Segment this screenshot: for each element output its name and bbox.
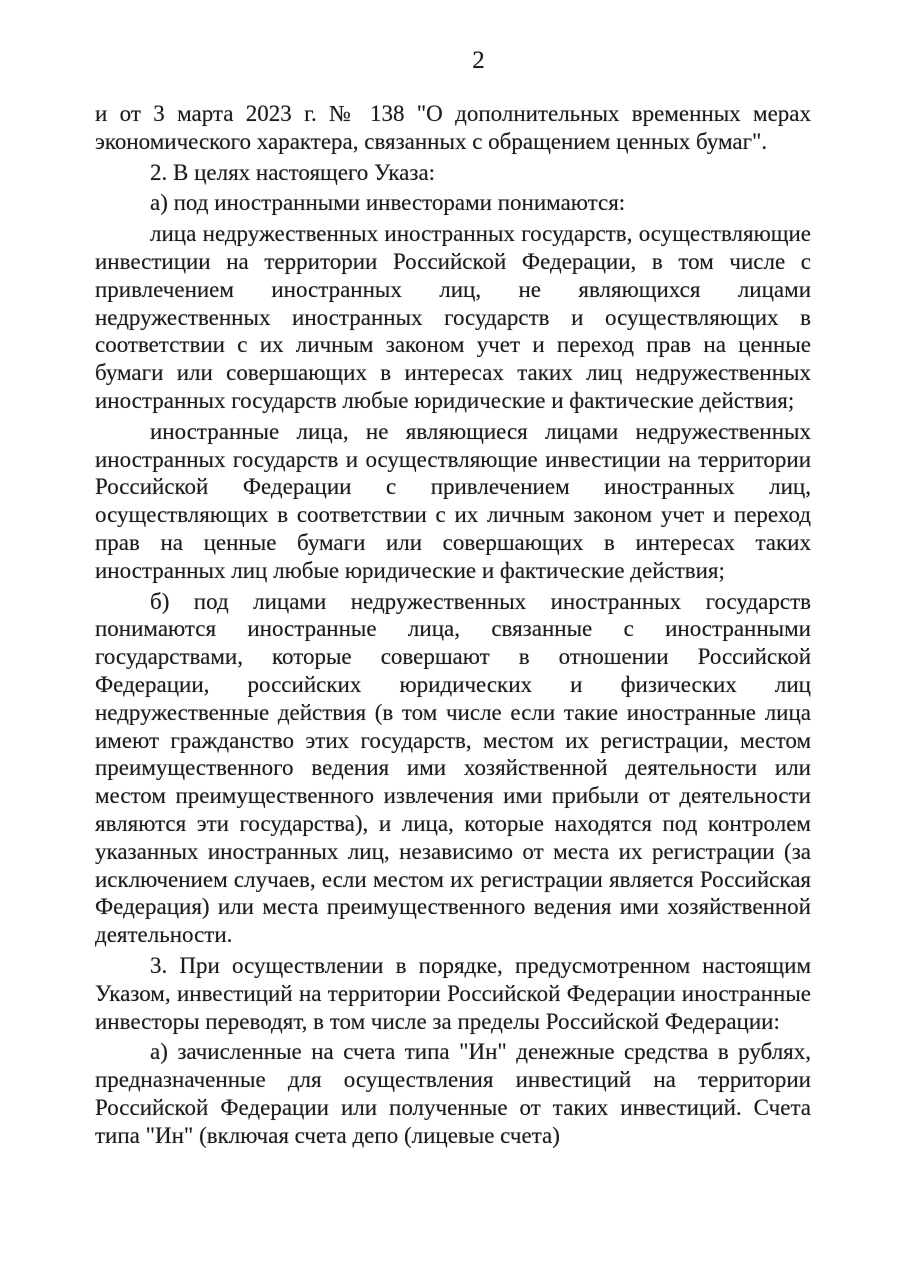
- paragraph-clause-2b: б) под лицами недружественных иностранных государств понимаются иностранные лица, связанные с иностранными государствами, которые совершают в отношении Российской Федерации, российских юридических и физических лиц недружественные действия (в том числе если такие иностранные лица имеют гражданство этих государств, местом их регистрации, местом преимущественного ведения ими хозяйственной деятельности или местом преимущественного извлечения ими прибыли от деятельности являются эти государства), и лица, которые находятся под контролем указанных иностранных лиц, независимо от места их регистрации (за исключением случаев, если местом их регистрации является Российская Федерация) или места преимущественного ведения ими хозяйственной деятельности.: [95, 588, 811, 948]
- paragraph-definition-persons: лица недружественных иностранных государств, осуществляющие инвестиции на территории Российской Федерации, в том числе с привлечением иностранных лиц, не являющихся лицами недружественных иностранных государств и осуществляющих в соответствии с их личным законом учет и переход прав на ценные бумаги или совершающих в интересах таких лиц недружественных иностранных государств любые юридические и фактические действия;: [95, 221, 811, 413]
- page-number: 2: [472, 47, 485, 74]
- paragraph-clause-3a: а) зачисленные на счета типа "Ин" денежные средства в рублях, предназначенные для осуществления инвестиций на территории Российской Федерации или полученные от таких инвестиций. Счета типа "Ин" (включая счета депо (лицевые счета): [95, 1039, 811, 1148]
- paragraph-clause-2a: а) под иностранными инвесторами понимаются:: [150, 190, 626, 216]
- paragraph-continuation: и от 3 марта 2023 г. № 138 "О дополнительных временных мерах экономического характера, связанных с обращением ценных бумаг".: [95, 101, 811, 154]
- paragraph-clause-3: 3. При осуществлении в порядке, предусмотренном настоящим Указом, инвестиций на территории Российской Федерации иностранные инвесторы переводят, в том числе за пределы Российской Федерации:: [95, 952, 811, 1034]
- paragraph-clause-2: 2. В целях настоящего Указа:: [150, 159, 436, 185]
- paragraph-definition-foreign-persons: иностранные лица, не являющиеся лицами недружественных иностранных государств и осуществляющие инвестиции на территории Российской Федерации с привлечением иностранных лиц, осуществляющих в соответствии с их личным законом учет и переход прав на ценные бумаги или совершающих в интересах таких иностранных лиц любые юридические и фактические действия;: [95, 418, 811, 583]
- document-body: [95, 100, 811, 1149]
